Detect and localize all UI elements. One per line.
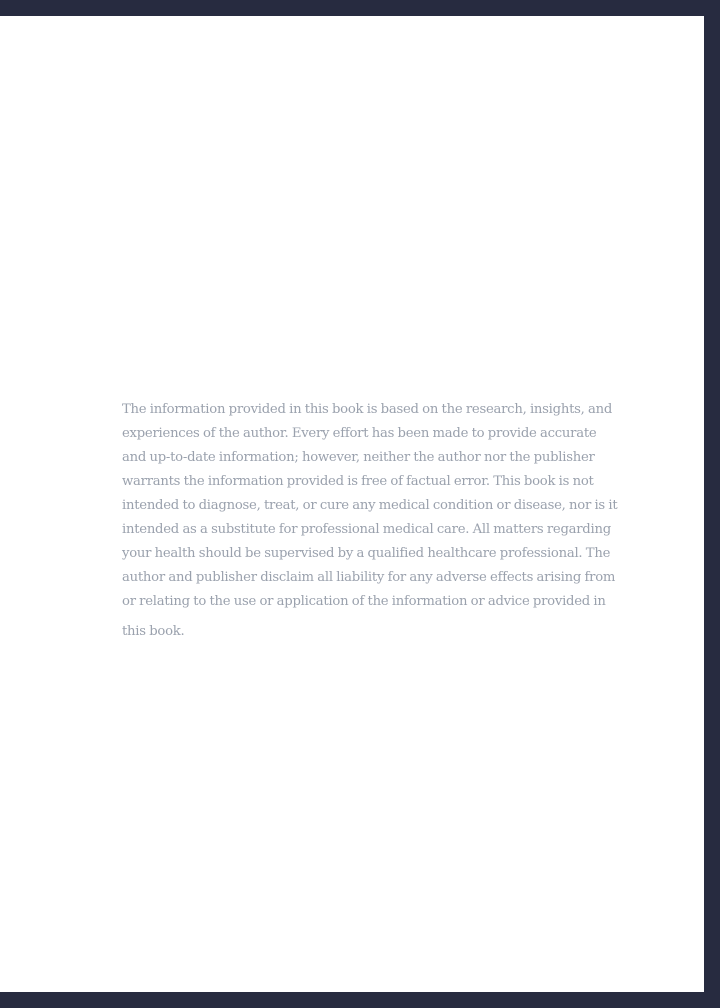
disclaimer-line: experiences of the author. Every effort has been made to provide accurate [122,426,597,441]
disclaimer-paragraph [122,398,642,644]
disclaimer-line: The information provided in this book is based on the research, insights, and [122,402,613,417]
book-page [0,16,704,992]
disclaimer-line: and up-to-date information; however, neither the author nor the publisher [122,450,595,465]
disclaimer-line: intended as a substitute for professional medical care. All matters regarding [122,522,611,537]
disclaimer-line: author and publisher disclaim all liability for any adverse effects arising from [122,570,616,585]
disclaimer-line: or relating to the use or application of the information or advice provided in [122,594,606,609]
disclaimer-line: intended to diagnose, treat, or cure any medical condition or disease, nor is it [122,498,618,513]
disclaimer-line: your health should be supervised by a qualified healthcare professional. The [122,546,611,561]
disclaimer-line: warrants the information provided is free of factual error. This book is not [122,474,594,489]
disclaimer-line: this book. [122,624,185,639]
